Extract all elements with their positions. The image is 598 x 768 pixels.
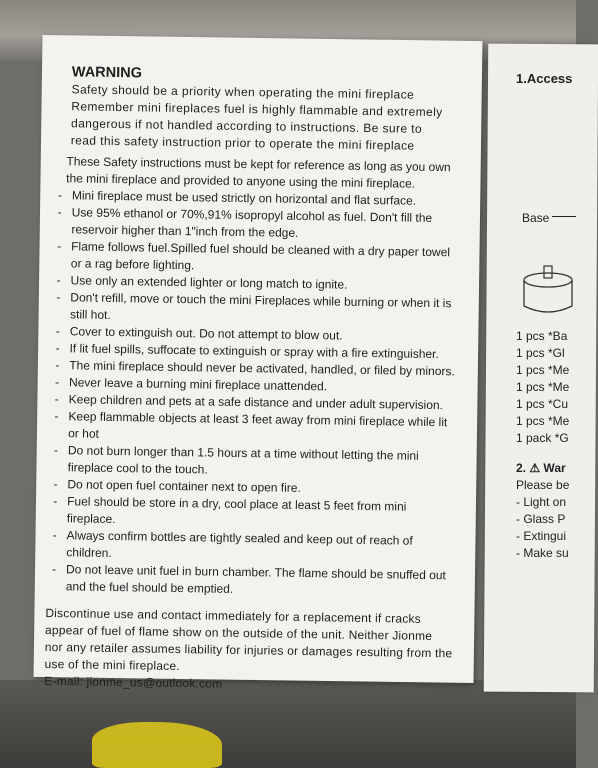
intro-paragraph xyxy=(71,81,464,155)
list-item: 1 pcs *Me xyxy=(516,363,570,377)
accessory-list xyxy=(516,328,569,447)
list-item: - Always confirm bottles are tightly sealed and keep out of reach of children. xyxy=(52,527,456,567)
email-line: E-mail: jionme_us@outlook.com xyxy=(44,673,223,691)
accessories-section xyxy=(516,70,576,560)
list-item: - Fuel should be store in a dry, cool place at least 5 feet from mini fireplace. xyxy=(53,493,457,533)
intro-line: read this safety instruction prior to operate the mini fireplace xyxy=(70,133,415,153)
list-item: - Don't refill, move or touch the mini Fireplaces while burning or when it is still hot. xyxy=(56,289,460,329)
list-item: - Keep children and pets at a safe distance and under adult supervision. xyxy=(55,391,459,414)
warning-line: Please be xyxy=(516,478,570,492)
list-item: - Do not leave unit fuel in burn chamber. The flame should be snuffed out and the fuel should be emptied. xyxy=(52,561,456,601)
warning-line: - Glass P xyxy=(516,512,566,526)
keep-line: the mini fireplace and provided to anyone using the mini fireplace. xyxy=(66,171,416,191)
intro-line: Remember mini fireplaces fuel is highly flammable and extremely xyxy=(71,99,443,120)
list-item: - Cover to extinguish out. Do not attempt to blow out. xyxy=(56,323,460,346)
fireplace-pot-icon xyxy=(520,262,576,320)
safety-rules-list xyxy=(44,187,462,601)
discontinue-line: use of the mini fireplace. xyxy=(44,656,180,674)
warnings-title: 2. ⚠ War xyxy=(516,461,566,475)
intro-line: Safety should be a priority when operating the mini fireplace xyxy=(71,82,415,102)
list-item: 1 pcs *Cu xyxy=(516,397,569,411)
base-label: Base xyxy=(522,211,550,225)
list-item: - Use only an extended lighter or long match to ignite. xyxy=(56,272,460,295)
warnings-section xyxy=(516,460,569,562)
list-item: 1 pcs *Ba xyxy=(516,329,568,343)
warning-title: WARNING xyxy=(71,64,143,82)
warning-line: - Light on xyxy=(516,495,567,509)
list-item: 1 pcs *Me xyxy=(516,380,570,394)
discontinue-line: nor any retailer assumes liability for injuries or damages resulting from the xyxy=(44,639,453,661)
discontinue-line: appear of fuel of flame show on the outside of the unit. Neither Jionme xyxy=(44,622,433,644)
list-item: 1 pack *G xyxy=(516,431,569,445)
keep-line: These Safety instructions must be kept for reference as long as you own xyxy=(66,154,451,175)
list-item: - Use 95% ethanol or 70%,91% isopropyl alcohol as fuel. Don't fill the reservoir higher than 1"inch from the edge. xyxy=(57,204,461,244)
list-item: 1 pcs *Me xyxy=(516,414,570,428)
intro-line: dangerous if not handled according to instructions. Be sure to xyxy=(70,116,423,136)
list-item: 1 pcs *Gl xyxy=(516,346,565,360)
base-pointer-line xyxy=(552,216,576,217)
list-item: - Never leave a burning mini fireplace unattended. xyxy=(55,374,459,397)
warning-line: - Make su xyxy=(516,546,569,560)
discontinue-paragraph xyxy=(44,605,455,696)
discontinue-line: Discontinue use and contact immediately for a replacement if cracks xyxy=(45,605,422,626)
list-item: - Do not open fuel container next to open fire. xyxy=(53,476,457,499)
warning-section xyxy=(42,64,464,696)
list-item: - The mini fireplace should never be activated, handled, or filed by minors. xyxy=(55,357,459,380)
accessories-title: 1.Access xyxy=(516,71,573,86)
yellow-object xyxy=(92,722,222,768)
list-item: - Mini fireplace must be used strictly on horizontal and flat surface. xyxy=(58,187,462,210)
warning-line: - Extingui xyxy=(516,529,567,543)
list-item: - If lit fuel spills, suffocate to extinguish or spray with a fire extinguisher. xyxy=(55,340,459,363)
list-item: - Flame follows fuel.Spilled fuel should be cleaned with a dry paper towel or a rag before lighting. xyxy=(57,238,461,278)
list-item: - Do not burn longer than 1.5 hours at a time without letting the mini fireplace cool to the touch. xyxy=(54,442,458,482)
list-item: - Keep flammable objects at least 3 feet away from mini fireplace while lit or hot xyxy=(54,408,458,448)
